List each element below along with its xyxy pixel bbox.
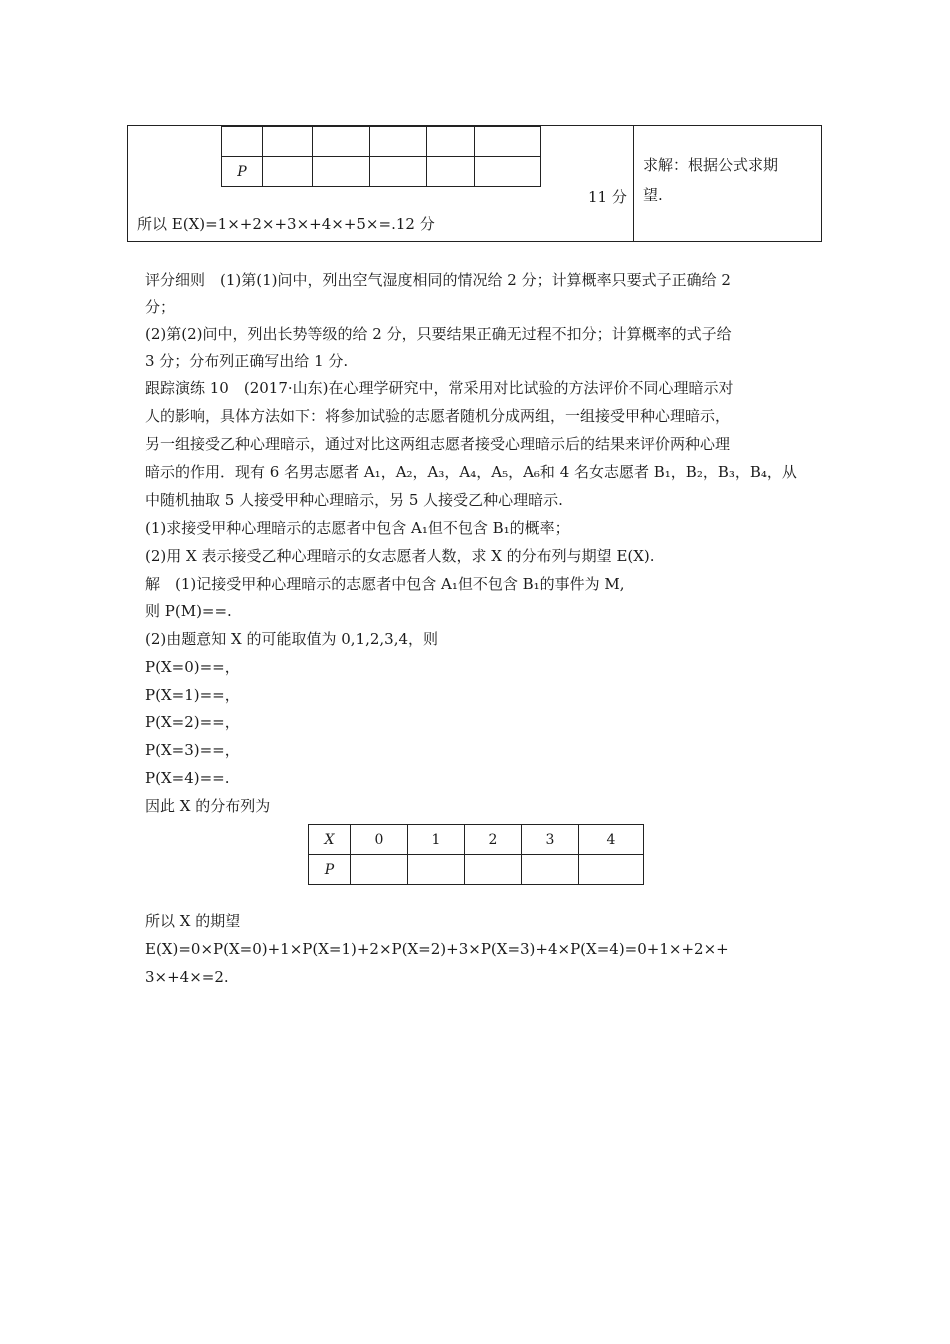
table-x-value: 4 — [579, 825, 644, 855]
table-cell — [370, 127, 427, 157]
table-cell — [475, 157, 541, 187]
grading-line: 3 分；分布列正确写出给 1 分. — [145, 352, 349, 370]
score-label: 11 分 — [588, 188, 627, 206]
table-x-value: 1 — [408, 825, 465, 855]
exercise-line: 暗示的作用．现有 6 名男志愿者 A₁，A₂，A₃，A₄，A₅，A₆和 4 名女志愿者 B₁，B₂，B₃，B₄，从 — [145, 463, 797, 481]
table-cell — [475, 127, 541, 157]
table-cell — [427, 127, 475, 157]
side-note-line2: 望. — [643, 186, 663, 204]
exercise-line: 中随机抽取 5 人接受甲种心理暗示，另 5 人接受乙种心理暗示. — [145, 491, 563, 509]
table-cell — [579, 855, 644, 885]
table-cell — [370, 157, 427, 187]
table-x-value: 3 — [522, 825, 579, 855]
question-2: (2)用 X 表示接受乙种心理暗示的女志愿者人数，求 X 的分布列与期望 E(X). — [145, 547, 655, 565]
table-cell — [263, 127, 313, 157]
expectation-formula: 3×+4×=2. — [145, 968, 229, 986]
table-cell — [263, 157, 313, 187]
grading-line: 分； — [145, 298, 176, 316]
table-cell — [408, 855, 465, 885]
table-p-label: P — [222, 157, 263, 187]
probability-line: P(X=1)==， — [145, 686, 240, 704]
expectation-intro: 所以 X 的期望 — [145, 912, 241, 930]
box-divider — [633, 125, 634, 242]
exercise-line: 跟踪演练 10 (2017·山东)在心理学研究中，常采用对比试验的方法评价不同心理暗示对 — [145, 379, 734, 397]
table-p-label: P — [309, 855, 351, 885]
solution-line: (2)由题意知 X 的可能取值为 0,1,2,3,4，则 — [145, 630, 439, 648]
top-distribution-table — [221, 126, 541, 187]
probability-line: P(X=4)==. — [145, 769, 230, 787]
table-cell — [465, 855, 522, 885]
table-x-value: 2 — [465, 825, 522, 855]
table-cell — [313, 157, 370, 187]
distribution-table — [308, 824, 644, 885]
probability-line: P(X=0)==， — [145, 658, 240, 676]
table-cell — [522, 855, 579, 885]
table-cell — [351, 855, 408, 885]
table-x-label: X — [309, 825, 351, 855]
question-1: (1)求接受甲种心理暗示的志愿者中包含 A₁但不包含 B₁的概率； — [145, 519, 570, 537]
expectation-line: 所以 E(X)=1×+2×+3×+4×+5×=.12 分 — [137, 215, 435, 233]
solution-line: 解 (1)记接受甲种心理暗示的志愿者中包含 A₁但不包含 B₁的事件为 M, — [145, 575, 625, 593]
distribution-intro: 因此 X 的分布列为 — [145, 797, 271, 815]
side-note-line1: 求解：根据公式求期 — [643, 156, 779, 174]
table-x-value: 0 — [351, 825, 408, 855]
grading-line: (2)第(2)问中，列出长势等级的给 2 分，只要结果正确无过程不扣分；计算概率的式子给 — [145, 325, 732, 343]
solution-line: 则 P(M)==. — [145, 602, 232, 620]
grading-line: 评分细则 (1)第(1)问中，列出空气湿度相同的情况给 2 分；计算概率只要式子正确给 2 — [145, 271, 731, 289]
probability-line: P(X=2)==， — [145, 713, 240, 731]
table-cell — [313, 127, 370, 157]
table-cell — [222, 127, 263, 157]
exercise-line: 人的影响，具体方法如下：将参加试验的志愿者随机分成两组，一组接受甲种心理暗示， — [145, 407, 731, 425]
probability-line: P(X=3)==， — [145, 741, 240, 759]
expectation-formula: E(X)=0×P(X=0)+1×P(X=1)+2×P(X=2)+3×P(X=3)+4×P(X=4)=0+1×+2×+ — [145, 940, 729, 958]
exercise-line: 另一组接受乙种心理暗示，通过对比这两组志愿者接受心理暗示后的结果来评价两种心理 — [145, 435, 731, 453]
table-cell — [427, 157, 475, 187]
